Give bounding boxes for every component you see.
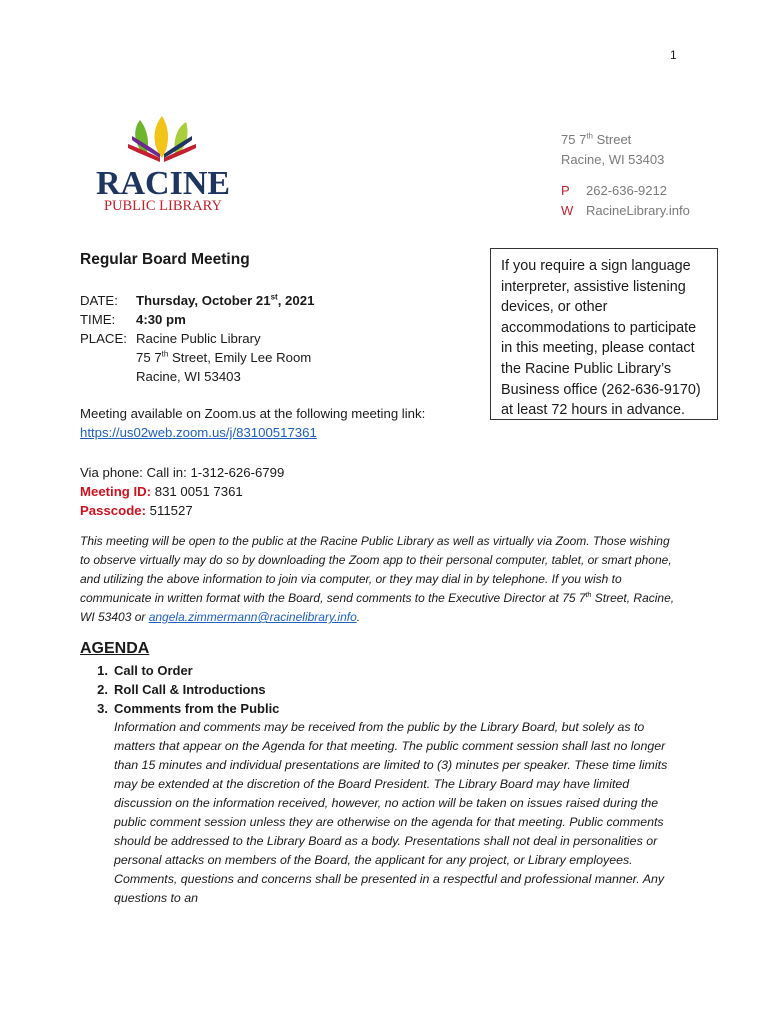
accommodation-notice: If you require a sign language interpreter, assistive listening devices, or other accommodations to participate in this meeting, please contact the Racine Public Library’s Business office (262-636-9170) at least 72 hours in advance. [490,248,718,420]
agenda-item: 2. Roll Call & Introductions [97,682,266,697]
agenda-item-description: Information and comments may be received from the public by the Library Board, but solely as to matters that appear on the Agenda for that meeting. The public comment session shall last no longer than 15 minutes and individual presentations are limited to (3) minutes per speaker. These time limits may be extended at the discretion of the Board President. The Library Board may have limited discussion on the information received, however, no action will be taken on issues raised during the public comment session unless they are otherwise on the agenda for that meeting. Public comments should be addressed to the Library Board as a body. Presentations shall not deal in personalities or personal attacks on members of the Board, the applicant for any project, or Library employees. Comments, questions and concerns shall be presented in a respectful and professional manner. Any questions to an [114,720,668,905]
agenda-title: AGENDA [80,640,150,657]
zoom-info [80,404,425,442]
agenda-item: 1. Call to Order [97,663,193,678]
place-line-2: 75 7th Street, Emily Lee Room [136,349,312,365]
contact-block [561,130,690,221]
book-leaves-icon [88,112,238,218]
contact-phone: P 262-636-9212 [561,183,667,198]
logo-name: RACINE [95,165,231,202]
logo-subtitle: PUBLIC LIBRARY [103,198,223,214]
date-row: DATE: Thursday, October 21st, 2021 [80,292,315,308]
meeting-id: Meeting ID: 831 0051 7361 [80,484,243,499]
call-in: Via phone: Call in: 1-312-626-6799 [80,465,285,480]
contact-web[interactable]: W RacineLibrary.info [561,203,690,218]
time-row: TIME: 4:30 pm [80,312,186,327]
public-access-paragraph: This meeting will be open to the public at the Racine Public Library as well as virtually via Zoom. Those wishing to observe virtually may do so by downloading the Zoom app to their personal computer, tablet, or smart phone, and utilizing the above information to join via computer, or they may dial in by telephone. If you wish to communicate in written format with the Board, send comments to the Executive Director at 75 7th Street, Racine, WI 53403 or angela.zimmermann@racinelibrary.info. [80,534,675,624]
phone-access [80,463,284,520]
contact-city: Racine, WI 53403 [561,152,665,167]
place-line-3: Racine, WI 53403 [136,369,241,384]
racine-library-logo [88,112,238,218]
passcode: Passcode: 511527 [80,503,193,518]
agenda-item: 3. Comments from the Public [97,701,280,716]
zoom-text: Meeting available on Zoom.us at the following meeting link: [80,406,426,421]
agenda-list [80,661,680,908]
zoom-link[interactable]: https://us02web.zoom.us/j/83100517361 [80,425,317,440]
email-link[interactable]: angela.zimmermann@racinelibrary.info [148,610,357,624]
page-number: 1 [670,48,677,62]
meeting-title: Regular Board Meeting [80,251,250,268]
place-row: PLACE: Racine Public Library [80,331,261,346]
meeting-info [80,291,314,386]
contact-street: 75 7th Street [561,131,632,147]
